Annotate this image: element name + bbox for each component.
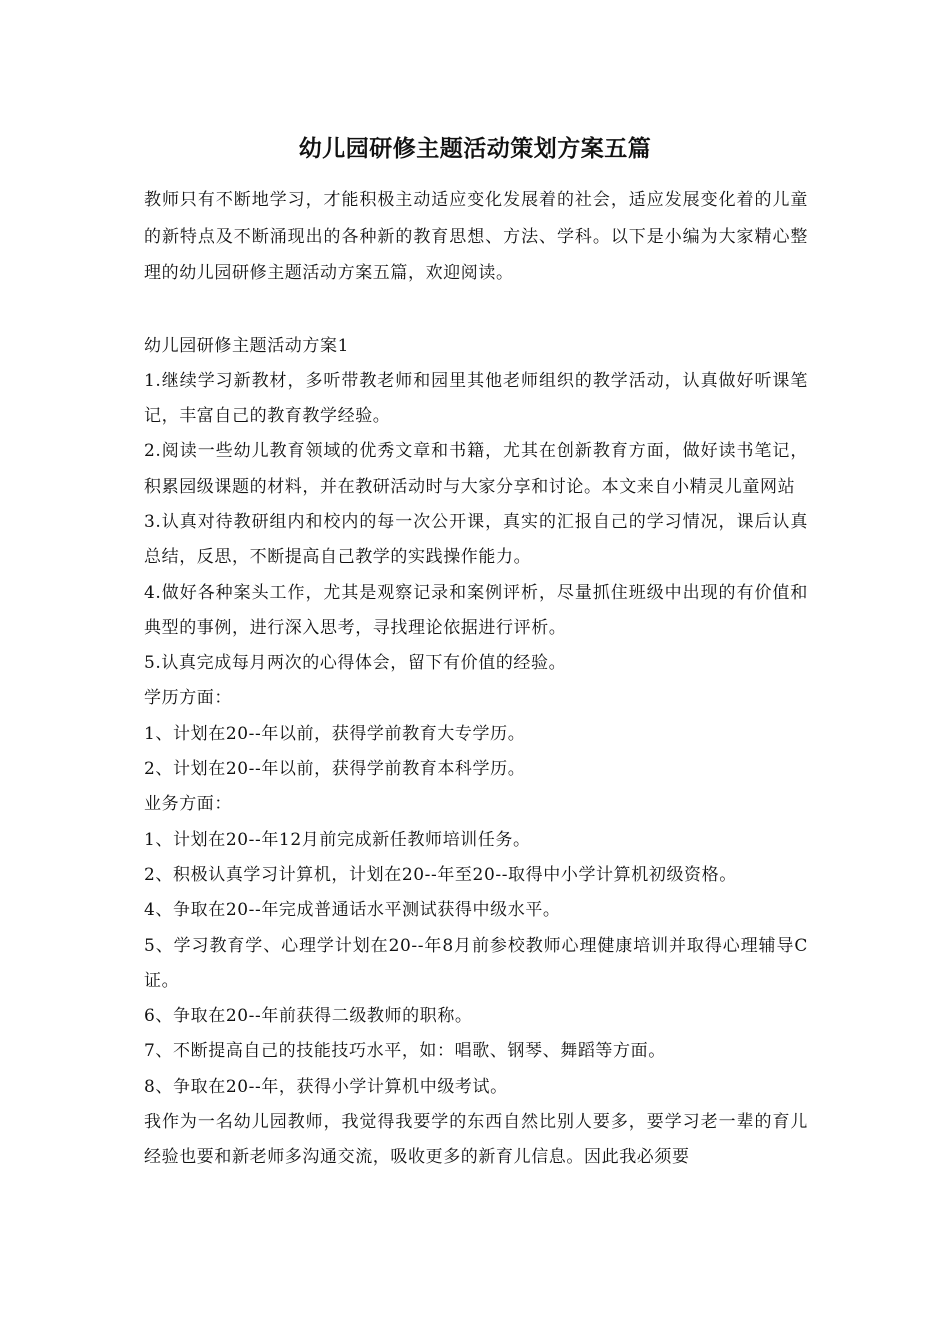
document-body [144,182,808,1176]
paragraph-item-5: 5.认真完成每月两次的心得体会，留下有价值的经验。 [144,653,567,674]
education-item-1: 1、计划在20--年以前，获得学前教育大专学历。 [144,723,526,744]
business-item-4: 4、争取在20--年完成普通话水平测试获得中级水平。 [144,900,561,921]
section-heading: 幼儿园研修主题活动方案1 [144,335,350,356]
business-item-6: 6、争取在20--年前获得二级教师的职称。 [144,1006,473,1027]
business-item-8: 8、争取在20--年，获得小学计算机中级考试。 [144,1076,508,1097]
business-item-5: 5、学习教育学、心理学计划在20--年8月前参校教师心理健康培训并取得心理辅导C证。 [144,935,808,991]
business-item-7: 7、不断提高自己的技能技巧水平，如：唱歌、钢琴、舞蹈等方面。 [144,1041,666,1062]
closing-paragraph: 我作为一名幼儿园教师，我觉得我要学的东西自然比别人要多，要学习老一辈的育儿经验也要和新老师多沟通交流，吸收更多的新育儿信息。因此我必须要 [144,1112,808,1168]
intro-paragraph: 教师只有不断地学习，才能积极主动适应变化发展着的社会，适应发展变化着的儿童的新特点及不断涌现出的各种新的教育思想、方法、学科。以下是小编为大家精心整理的幼儿园研修主题活动方案五篇，欢迎阅读。 [144,190,808,283]
paragraph-gap [144,292,808,329]
document-title: 幼儿园研修主题活动策划方案五篇 [298,135,652,162]
business-item-1: 1、计划在20--年12月前完成新任教师培训任务。 [144,829,531,850]
paragraph-item-3: 3.认真对待教研组内和校内的每一次公开课，真实的汇报自己的学习情况，课后认真总结，反思，不断提高自己教学的实践操作能力。 [144,511,808,568]
paragraph-item-4: 4.做好各种案头工作，尤其是观察记录和案例评析，尽量抓住班级中出现的有价值和典型的事例，进行深入思考，寻找理论依据进行评析。 [144,582,808,638]
education-item-2: 2、计划在20--年以前，获得学前教育本科学历。 [144,759,526,780]
business-heading: 业务方面： [144,794,232,815]
paragraph-item-1: 1.继续学习新教材，多听带教老师和园里其他老师组织的教学活动，认真做好听课笔记，丰富自己的教育教学经验。 [144,370,808,427]
education-heading: 学历方面： [144,688,232,709]
paragraph-item-2: 2.阅读一些幼儿教育领域的优秀文章和书籍，尤其在创新教育方面，做好读书笔记，积累园级课题的材料，并在教研活动时与大家分享和讨论。本文来自小精灵儿童网站 [144,441,808,497]
business-item-2: 2、积极认真学习计算机，计划在20--年至20--取得中小学计算机初级资格。 [144,864,737,885]
